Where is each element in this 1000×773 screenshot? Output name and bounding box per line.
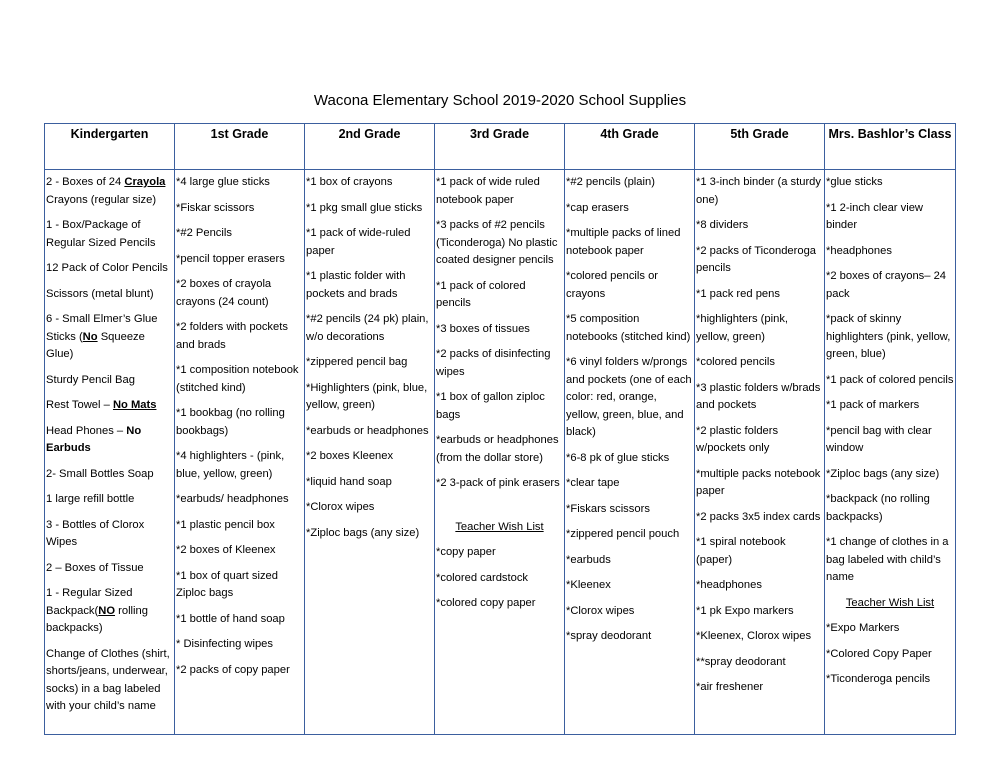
- grade1-item: *2 boxes of crayola crayons (24 count): [176, 278, 272, 308]
- kindergarten-item: 1 large refill bottle: [46, 493, 135, 505]
- kindergarten-item: Rest Towel – No Mats: [46, 399, 157, 411]
- kindergarten-item: 3 - Bottles of Clorox Wipes: [46, 518, 145, 548]
- kindergarten-item: 12 Pack of Color Pencils: [46, 262, 168, 274]
- kindergarten-item: 1 - Box/Package of Regular Sized Pencils: [46, 219, 156, 249]
- header-1st-grade: 1st Grade: [175, 124, 305, 170]
- grade1-item: *4 large glue sticks: [176, 176, 270, 188]
- bashlor-item: *backpack (no rolling backpacks): [826, 493, 930, 523]
- bashlor-item: *1 change of clothes in a bag labeled with child’s name: [826, 536, 949, 583]
- grade2-item: *1 box of crayons: [306, 176, 393, 188]
- grade3-wish-item: *colored copy paper: [436, 597, 536, 609]
- grade1-item: *2 folders with pockets and brads: [176, 321, 288, 351]
- grade3-item: *1 pack of colored pencils: [436, 279, 526, 309]
- bashlor-item: *2 boxes of crayons– 24 pack: [826, 270, 947, 300]
- grade5-item: *1 3-inch binder (a sturdy one): [696, 176, 821, 206]
- grade4-item: *multiple packs of lined notebook paper: [566, 227, 681, 257]
- kindergarten-item: Head Phones – No Earbuds: [46, 424, 142, 454]
- grade3-wish-item: *copy paper: [436, 546, 496, 558]
- grade4-item: *Clorox wipes: [566, 604, 635, 617]
- bashlor-item: *1 pack of markers: [826, 399, 920, 411]
- kindergarten-item: 6 - Small Elmer’s Glue Sticks (No Squeeze Glue): [46, 313, 158, 360]
- bashlor-column: [825, 170, 956, 735]
- grade3-wish-item: *colored cardstock: [436, 571, 529, 584]
- bashlor-wish-item: *Ticonderoga pencils: [826, 673, 931, 685]
- grade1-item: *4 highlighters - (pink, blue, yellow, green): [176, 450, 285, 480]
- grade5-item: *1 pack red pens: [696, 287, 780, 300]
- grade4-item: *cap erasers: [566, 201, 629, 214]
- grade2-item: *Ziploc bags (any size): [306, 526, 420, 539]
- grade2-item: *liquid hand soap: [306, 475, 392, 488]
- grade5-item: *2 packs 3x5 index cards: [696, 510, 821, 523]
- bashlor-item: *1 2-inch clear view binder: [826, 201, 924, 231]
- grade5-item: *colored pencils: [696, 356, 775, 368]
- grade5-item: *1 pk Expo markers: [696, 604, 794, 617]
- supplies-row: [45, 170, 956, 735]
- grade5-item: *Kleenex, Clorox wipes: [696, 630, 812, 642]
- kindergarten-item: Sturdy Pencil Bag: [46, 373, 135, 386]
- grade5-item: *2 plastic folders w/pockets only: [696, 424, 779, 454]
- grade5-item: *air freshener: [696, 681, 764, 693]
- grade4-item: *clear tape: [566, 477, 620, 489]
- grade5-item: *headphones: [696, 579, 762, 591]
- grade2-item: *#2 pencils (24 pk) plain, w/o decorations: [306, 313, 429, 343]
- header-5th-grade: 5th Grade: [695, 124, 825, 170]
- grade5-item: *8 dividers: [696, 219, 749, 231]
- kindergarten-item: 2 - Boxes of 24 Crayola Crayons (regular size): [46, 176, 166, 206]
- grade4-column: [565, 170, 695, 735]
- grade5-item: *multiple packs notebook paper: [696, 467, 821, 497]
- grade4-item: *spray deodorant: [566, 630, 652, 642]
- grade2-item: *2 boxes Kleenex: [306, 450, 394, 462]
- header-kindergarten: Kindergarten: [45, 124, 175, 170]
- bashlor-item: *glue sticks: [826, 176, 883, 188]
- grade3-item: *3 boxes of tissues: [436, 322, 530, 335]
- bashlor-item: *pack of skinny highlighters (pink, yellow, green, blue): [826, 313, 951, 360]
- grade3-column: [435, 170, 565, 735]
- grade3-item: *1 box of gallon ziploc bags: [436, 391, 545, 421]
- grade4-item: *6 vinyl folders w/prongs and pockets (one of each color: red, orange, yellow, green, blue, and black): [566, 356, 692, 438]
- grade5-item: *3 plastic folders w/brads and pockets: [696, 381, 821, 411]
- grade3-wish-list-title: Teacher Wish List: [455, 520, 544, 533]
- bashlor-wish-item: *Expo Markers: [826, 622, 900, 634]
- grade1-item: *2 packs of copy paper: [176, 663, 290, 676]
- kindergarten-item: 1 - Regular Sized Backpack(NO rolling backpacks): [46, 587, 148, 634]
- grade2-item: *zippered pencil bag: [306, 356, 408, 368]
- grade2-item: *1 plastic folder with pockets and brads: [306, 270, 406, 300]
- grade1-item: * Disinfecting wipes: [176, 638, 274, 650]
- bashlor-item: *1 pack of colored pencils: [826, 373, 954, 386]
- grade5-item: *1 spiral notebook (paper): [696, 536, 786, 566]
- header-bashlor-class: Mrs. Bashlor’s Class: [825, 124, 956, 170]
- grade1-item: *#2 Pencils: [176, 227, 232, 239]
- grade5-column: [695, 170, 825, 735]
- grade1-item: *pencil topper erasers: [176, 252, 285, 265]
- grade4-item: *earbuds: [566, 553, 611, 566]
- grade5-item: **spray deodorant: [696, 655, 786, 668]
- kindergarten-item: Scissors (metal blunt): [46, 287, 154, 300]
- grade1-item: *1 bottle of hand soap: [176, 612, 285, 625]
- grade1-item: *2 boxes of Kleenex: [176, 544, 276, 556]
- grade1-item: *1 plastic pencil box: [176, 518, 275, 531]
- bashlor-item: *Ziploc bags (any size): [826, 467, 940, 480]
- grade1-item: *1 composition notebook (stitched kind): [176, 364, 299, 394]
- grade4-item: *5 composition notebooks (stitched kind): [566, 313, 691, 343]
- grade3-item: *2 packs of disinfecting wipes: [436, 348, 551, 378]
- bashlor-wish-list-title: Teacher Wish List: [845, 596, 935, 609]
- grade3-item: *2 3-pack of pink erasers: [436, 477, 560, 489]
- header-4th-grade: 4th Grade: [565, 124, 695, 170]
- grade4-item: *Fiskars scissors: [566, 502, 650, 515]
- grade4-item: *zippered pencil pouch: [566, 528, 680, 540]
- grade1-item: *1 box of quart sized Ziploc bags: [176, 569, 278, 599]
- grade3-item: *3 packs of #2 pencils (Ticonderoga) No plastic coated designer pencils: [436, 219, 558, 266]
- page-title: Wacona Elementary School 2019-2020 School Supplies: [313, 92, 687, 109]
- kindergarten-item: Change of Clothes (shirt, shorts/jeans, underwear, socks) in a bag labeled with your child’s name: [46, 647, 170, 712]
- header-2nd-grade: 2nd Grade: [305, 124, 435, 170]
- grade1-column: [175, 170, 305, 735]
- grade2-item: *Clorox wipes: [306, 501, 375, 513]
- grade4-item: *6-8 pk of glue sticks: [566, 451, 670, 464]
- grade2-item: *1 pack of wide-ruled paper: [306, 227, 411, 257]
- grade1-item: *earbuds/ headphones: [176, 493, 289, 505]
- grade3-item: *1 pack of wide ruled notebook paper: [436, 176, 540, 206]
- kindergarten-item: 2- Small Bottles Soap: [46, 467, 154, 480]
- bashlor-item: *headphones: [826, 244, 892, 257]
- bashlor-item: *pencil bag with clear window: [826, 424, 932, 454]
- header-3rd-grade: 3rd Grade: [435, 124, 565, 170]
- bashlor-wish-item: *Colored Copy Paper: [826, 647, 932, 660]
- grade1-item: *Fiskar scissors: [176, 201, 255, 214]
- kindergarten-item: 2 – Boxes of Tissue: [46, 561, 144, 574]
- grade2-item: *earbuds or headphones: [306, 424, 429, 437]
- kindergarten-column: [45, 170, 175, 735]
- grade1-item: *1 bookbag (no rolling bookbags): [176, 407, 285, 437]
- grade5-item: *2 packs of Ticonderoga pencils: [696, 244, 817, 274]
- grade2-item: *1 pkg small glue sticks: [306, 201, 423, 214]
- grade3-item: *earbuds or headphones (from the dollar store): [436, 434, 559, 464]
- grade2-item: *Highlighters (pink, blue, yellow, green): [306, 381, 428, 411]
- supplies-table: [44, 123, 956, 735]
- grade4-item: *Kleenex: [566, 579, 611, 591]
- grade4-item: *#2 pencils (plain): [566, 176, 655, 188]
- grade2-column: [305, 170, 435, 735]
- header-row: [45, 124, 956, 170]
- grade5-item: *highlighters (pink, yellow, green): [696, 313, 789, 343]
- grade4-item: *colored pencils or crayons: [566, 270, 659, 300]
